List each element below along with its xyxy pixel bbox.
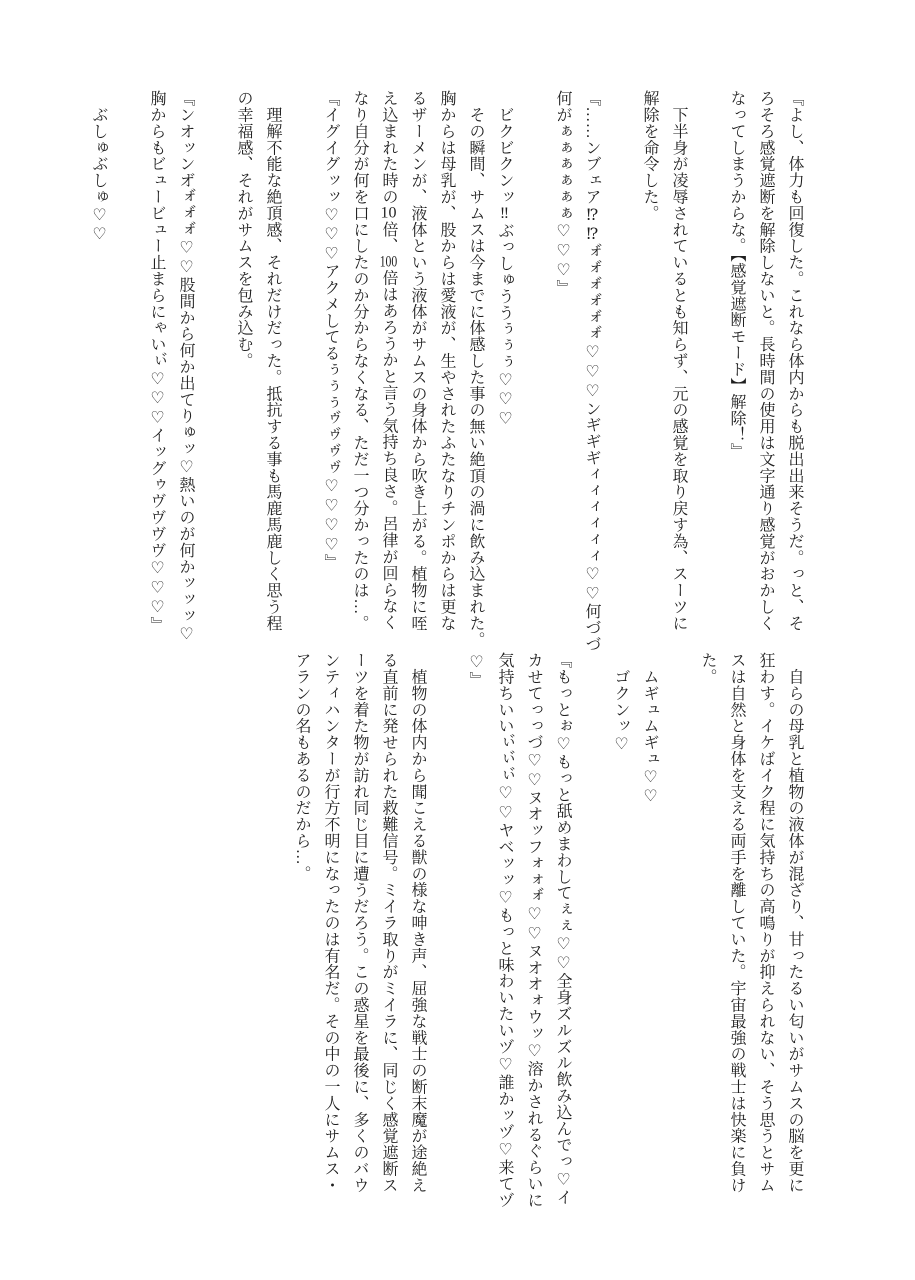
text-column: 気持ちいいぃ゙ぃ゙ぃ゙♡♡ヤベッッ♡もっと味わいたいヅ♡誰かッヅ♡来てヅ — [496, 652, 513, 1209]
text-column: 自らの母乳と植物の液体が混ざり、甘ったるい匂いがサムスの脳を更に — [786, 652, 803, 1194]
text-column: 何がぁぁぁぁぁぁ♡♡♡』 — [554, 90, 571, 296]
text-column: 『……ンブェア⁉⁉ォ゙ォ゙ォ゙ォ゙ォ゙ォ゙♡♡♡ンギギギィィィィィィ♡♡何づづ — [583, 90, 600, 653]
text-column: なってしまうからな。【感覚遮断モード】解除！』 — [728, 90, 745, 460]
text-column: その瞬間、サムスは今までに体感した事の無い絶頂の渦に飲み込まれた。 — [467, 90, 484, 648]
column-gap — [287, 90, 316, 656]
text-column: 胸からもビュービュー止まらにゃいぃ゙♡♡♡イッグゥヴヴヴヴ♡♡♡』 — [148, 90, 165, 633]
text-column: 『イグイグッッ♡♡♡アクメしてるぅぅぅゥ゙ゥ゙ゥ゙ゥ゙♡♡♡♡』 — [322, 90, 339, 571]
text-column: の幸福感、それがサムスを包み込む。 — [235, 90, 252, 369]
text-column: 『もっとぉ♡もっと舐めまわしてぇぇ♡♡全身ズルズル飲み込んでっ♡イ — [554, 652, 571, 1206]
text-column: ンティハンターが行方不明になったのは有名だ。その中の一人にサムス・ — [322, 652, 339, 1194]
text-column: スは自然と身体を支える両手を離していた。宇宙最強の戦士は快楽に負け — [728, 652, 745, 1194]
text-column: 『よし、体力も回復した。これなら体内からも脱出出来そうだ。っと、そ — [786, 90, 803, 632]
column-gap — [200, 90, 229, 656]
text-column: ムギュムギュ♡♡ — [641, 652, 658, 806]
column-gap — [519, 90, 548, 656]
text-column: ろそろ感覚遮断を解除しないと。長時間の使用は文字通り感覚がおかしく — [757, 90, 774, 632]
text-column: え込まれた時の10倍、100倍はあろうかと言う気持ち良さ。呂律が回らなく — [379, 90, 398, 631]
text-column: 下半身が凌辱されているとも知らず、元の感覚を取り戻す為、スーツに — [670, 90, 687, 632]
column-gap — [577, 652, 606, 1218]
text-column: 胸からは母乳が、股からは愛液が、生やされたふたなりチンポからは更な — [438, 90, 455, 632]
text-column: ぶしゅぶしゅ♡♡ — [90, 90, 107, 244]
text-column: 植物の体内から聞こえる獣の様な呻き声、屈強な戦士の断末魔が途絶え — [409, 652, 426, 1194]
text-column: るザーメンが、液体という液体がサムスの身体から吹き上がる。植物に咥 — [409, 90, 426, 632]
text-column: なり自分が何を口にしたのか分からなくなる、ただ一つ分かったのは…。 — [351, 90, 368, 632]
column-gap — [664, 652, 693, 1218]
column-gap — [606, 90, 635, 656]
text-column: 解除を命令した。 — [641, 90, 658, 222]
text-column: ビクビクンッ‼ぶっしゅううぅぅぅ♡♡♡ — [496, 90, 513, 428]
column-gap — [693, 90, 722, 656]
text-column: 理解不能な絶頂感、それだけだった。抵抗する事も馬鹿馬鹿しく思う程 — [264, 90, 281, 632]
column-gap — [432, 652, 461, 1218]
text-column: ゴクンッ♡ — [612, 652, 629, 754]
text-column: ♡』 — [467, 652, 484, 688]
bottom-text-block — [287, 652, 809, 1218]
column-gap — [113, 90, 142, 656]
text-column: ーツを着た物が訪れ同じ目に遭うだろう。この惑星を最後に、多くのバウ — [351, 652, 368, 1194]
text-column: る直前に発せられた救難信号。ミイラ取りがミイラに、同じく感覚遮断ス — [380, 652, 397, 1194]
top-text-block — [84, 90, 809, 656]
text-column: カせてっっづ♡♡ヌオッフォォォ゙♡♡ヌオオォウッ♡溶かされるぐらいに — [525, 652, 542, 1209]
text-column: 『ンオッンオ゙ォ゙ォ゙ォ゙♡♡股間から何か出てりゅッ♡熱いのが何かッッッ♡ — [177, 90, 194, 644]
text-column: た。 — [699, 652, 716, 685]
text-column: 狂わす。イケばイク程に気持ちの高鳴りが抑えられない、そう思うとサム — [757, 652, 774, 1194]
text-column: アランの名もあるのだから…。 — [293, 652, 310, 882]
